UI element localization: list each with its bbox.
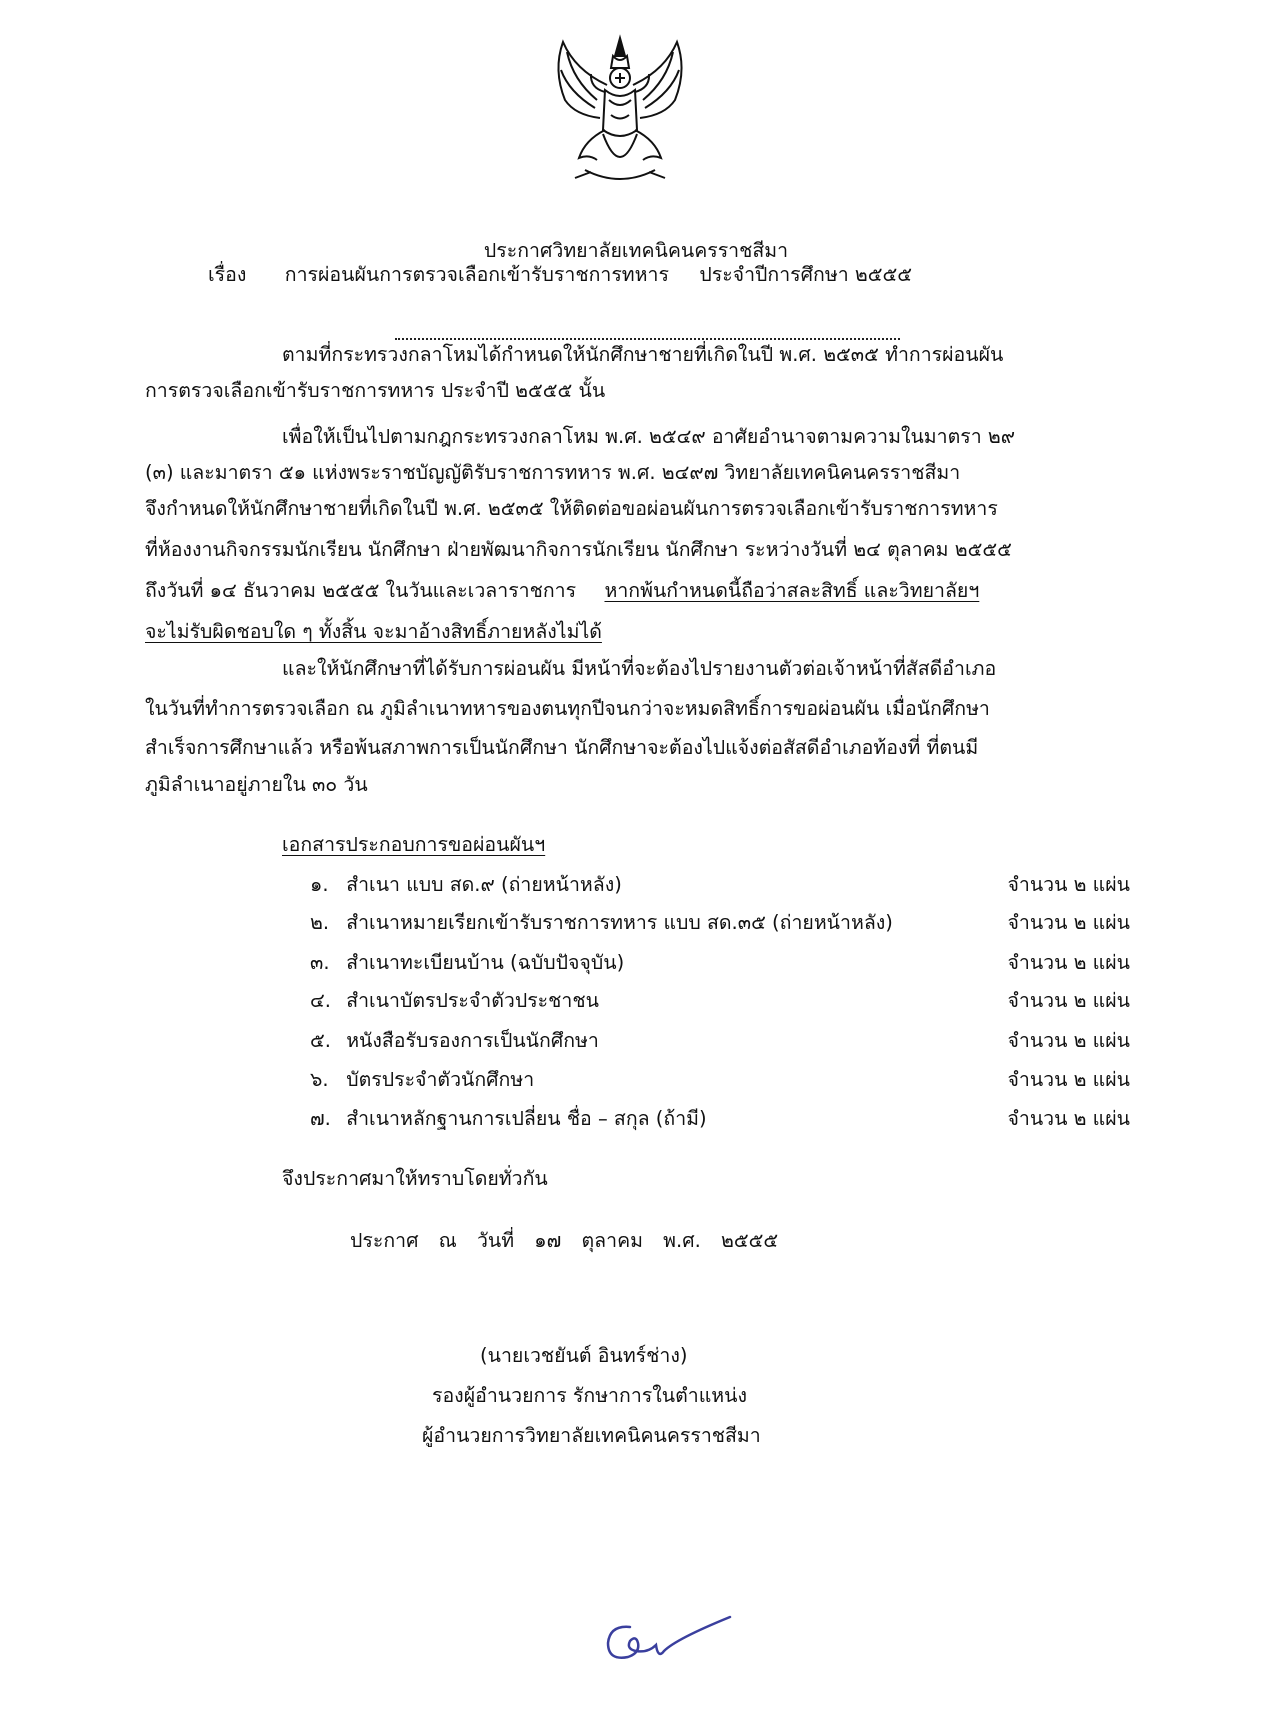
paragraph-2-line-2: (๓) และมาตรา ๕๑ แห่งพระราชบัญญัติรับราชการทหาร พ.ศ. ๒๔๙๗ วิทยาลัยเทคนิคนครราชสีมา — [145, 461, 961, 484]
paragraph-3-line-1: และให้นักศึกษาที่ได้รับการผ่อนผัน มีหน้าที่จะต้องไปรายงานตัวต่อเจ้าหน้าที่สัสดีอำเภอ — [282, 657, 997, 680]
signatory-position-1: รองผู้อำนวยการ รักษาการในตำแหน่ง — [432, 1384, 747, 1407]
paragraph-3-line-3: สำเร็จการศึกษาแล้ว หรือพ้นสภาพการเป็นนักศึกษา นักศึกษาจะต้องไปแจ้งต่อสัสดีอำเภอท้องที่ ที่ตนมี — [145, 736, 979, 759]
subject-text: การผ่อนผันการตรวจเลือกเข้ารับราชการทหาร — [284, 263, 669, 286]
list-item-number: ๕. — [310, 1029, 331, 1052]
paragraph-2-line-1: เพื่อให้เป็นไปตามกฎกระทรวงกลาโหม พ.ศ. ๒๕๔๙ อาศัยอำนาจตามความในมาตรา ๒๙ — [282, 425, 1016, 448]
list-item-quantity: จำนวน ๒ แผ่น — [1007, 989, 1130, 1012]
list-item-text: สำเนาทะเบียนบ้าน (ฉบับปัจจุบัน) — [346, 951, 625, 974]
paragraph-2-line-5-start: ถึงวันที่ ๑๔ ธันวาคม ๒๕๕๕ ในวันและเวลาราชการ — [145, 579, 577, 602]
list-item-quantity: จำนวน ๒ แผ่น — [1007, 911, 1130, 934]
list-item-number: ๑. — [310, 873, 329, 896]
list-item-number: ๒. — [310, 911, 330, 934]
list-item-text: บัตรประจำตัวนักศึกษา — [346, 1068, 535, 1091]
subject-year: ประจำปีการศึกษา ๒๕๕๕ — [699, 263, 912, 286]
list-item-number: ๔. — [310, 989, 331, 1012]
list-item — [310, 872, 1130, 898]
issuer-title: ประกาศวิทยาลัยเทคนิคนครราชสีมา — [483, 239, 789, 262]
list-item-number: ๖. — [310, 1068, 329, 1091]
subject-label: เรื่อง — [208, 263, 247, 286]
paragraph-2-line-5 — [145, 578, 979, 604]
list-item-number: ๓. — [310, 951, 330, 974]
paragraph-3-line-2: ในวันที่ทำการตรวจเลือก ณ ภูมิลำเนาทหารของตนทุกปีจนกว่าจะหมดสิทธิ์การขอผ่อนผัน เมื่อนักศึกษา — [145, 697, 990, 720]
signatory-position-2: ผู้อำนวยการวิทยาลัยเทคนิคนครราชสีมา — [422, 1424, 761, 1447]
closing-announcement: จึงประกาศมาให้ทราบโดยทั่วกัน — [282, 1167, 548, 1190]
list-item — [310, 988, 1130, 1014]
subject-line — [208, 262, 912, 288]
list-item — [310, 1106, 1130, 1132]
list-item-text: สำเนาหมายเรียกเข้ารับราชการทหาร แบบ สด.๓๕ (ถ่ายหน้าหลัง) — [346, 911, 893, 934]
signatory-name: (นายเวชยันต์ อินทร์ช่าง) — [480, 1344, 688, 1367]
paragraph-1-line-2: การตรวจเลือกเข้ารับราชการทหาร ประจำปี ๒๕๕๕ นั้น — [145, 379, 606, 402]
handwritten-signature — [590, 1605, 740, 1685]
list-item-quantity: จำนวน ๒ แผ่น — [1007, 1107, 1130, 1130]
paragraph-2-line-4: ที่ห้องงานกิจกรรมนักเรียน นักศึกษา ฝ่ายพัฒนากิจการนักเรียน นักศึกษา ระหว่างวันที่ ๒๔ ตุลาคม ๒๕๕๕ — [145, 538, 1012, 561]
garuda-emblem-icon — [545, 30, 695, 190]
list-item-text: สำเนาหลักฐานการเปลี่ยน ชื่อ – สกุล (ถ้ามี) — [346, 1107, 707, 1130]
list-item-quantity: จำนวน ๒ แผ่น — [1007, 1029, 1130, 1052]
announcement-date: ประกาศ ณ วันที่ ๑๗ ตุลาคม พ.ศ. ๒๕๕๕ — [350, 1229, 779, 1252]
list-item-quantity: จำนวน ๒ แผ่น — [1007, 1068, 1130, 1091]
list-item-text: หนังสือรับรองการเป็นนักศึกษา — [346, 1029, 599, 1052]
paragraph-1-line-1: ตามที่กระทรวงกลาโหมได้กำหนดให้นักศึกษาชายที่เกิดในปี พ.ศ. ๒๕๓๕ ทำการผ่อนผัน — [282, 343, 1004, 366]
list-item-quantity: จำนวน ๒ แผ่น — [1007, 951, 1130, 974]
paragraph-2-line-3: จึงกำหนดให้นักศึกษาชายที่เกิดในปี พ.ศ. ๒๕๓๕ ให้ติดต่อขอผ่อนผันการตรวจเลือกเข้ารับราชการทหาร — [145, 497, 998, 520]
documents-heading: เอกสารประกอบการขอผ่อนผันฯ — [282, 833, 546, 856]
list-item — [310, 950, 1130, 976]
list-item-text: สำเนาบัตรประจำตัวประชาชน — [346, 989, 599, 1012]
list-item-quantity: จำนวน ๒ แผ่น — [1007, 873, 1130, 896]
list-item — [310, 1067, 1130, 1093]
paragraph-3-line-4: ภูมิลำเนาอยู่ภายใน ๓๐ วัน — [145, 773, 368, 796]
paragraph-2-line-5-underlined: หากพ้นกำหนดนี้ถือว่าสละสิทธิ์ และวิทยาลัยฯ — [604, 579, 980, 602]
list-item-text: สำเนา แบบ สด.๙ (ถ่ายหน้าหลัง) — [346, 873, 622, 896]
list-item — [310, 1028, 1130, 1054]
divider-dotted — [395, 338, 900, 340]
list-item-number: ๗. — [310, 1107, 331, 1130]
list-item — [310, 910, 1130, 936]
paragraph-2-line-6-underlined: จะไม่รับผิดชอบใด ๆ ทั้งสิ้น จะมาอ้างสิทธิ์ภายหลังไม่ได้ — [145, 620, 602, 643]
